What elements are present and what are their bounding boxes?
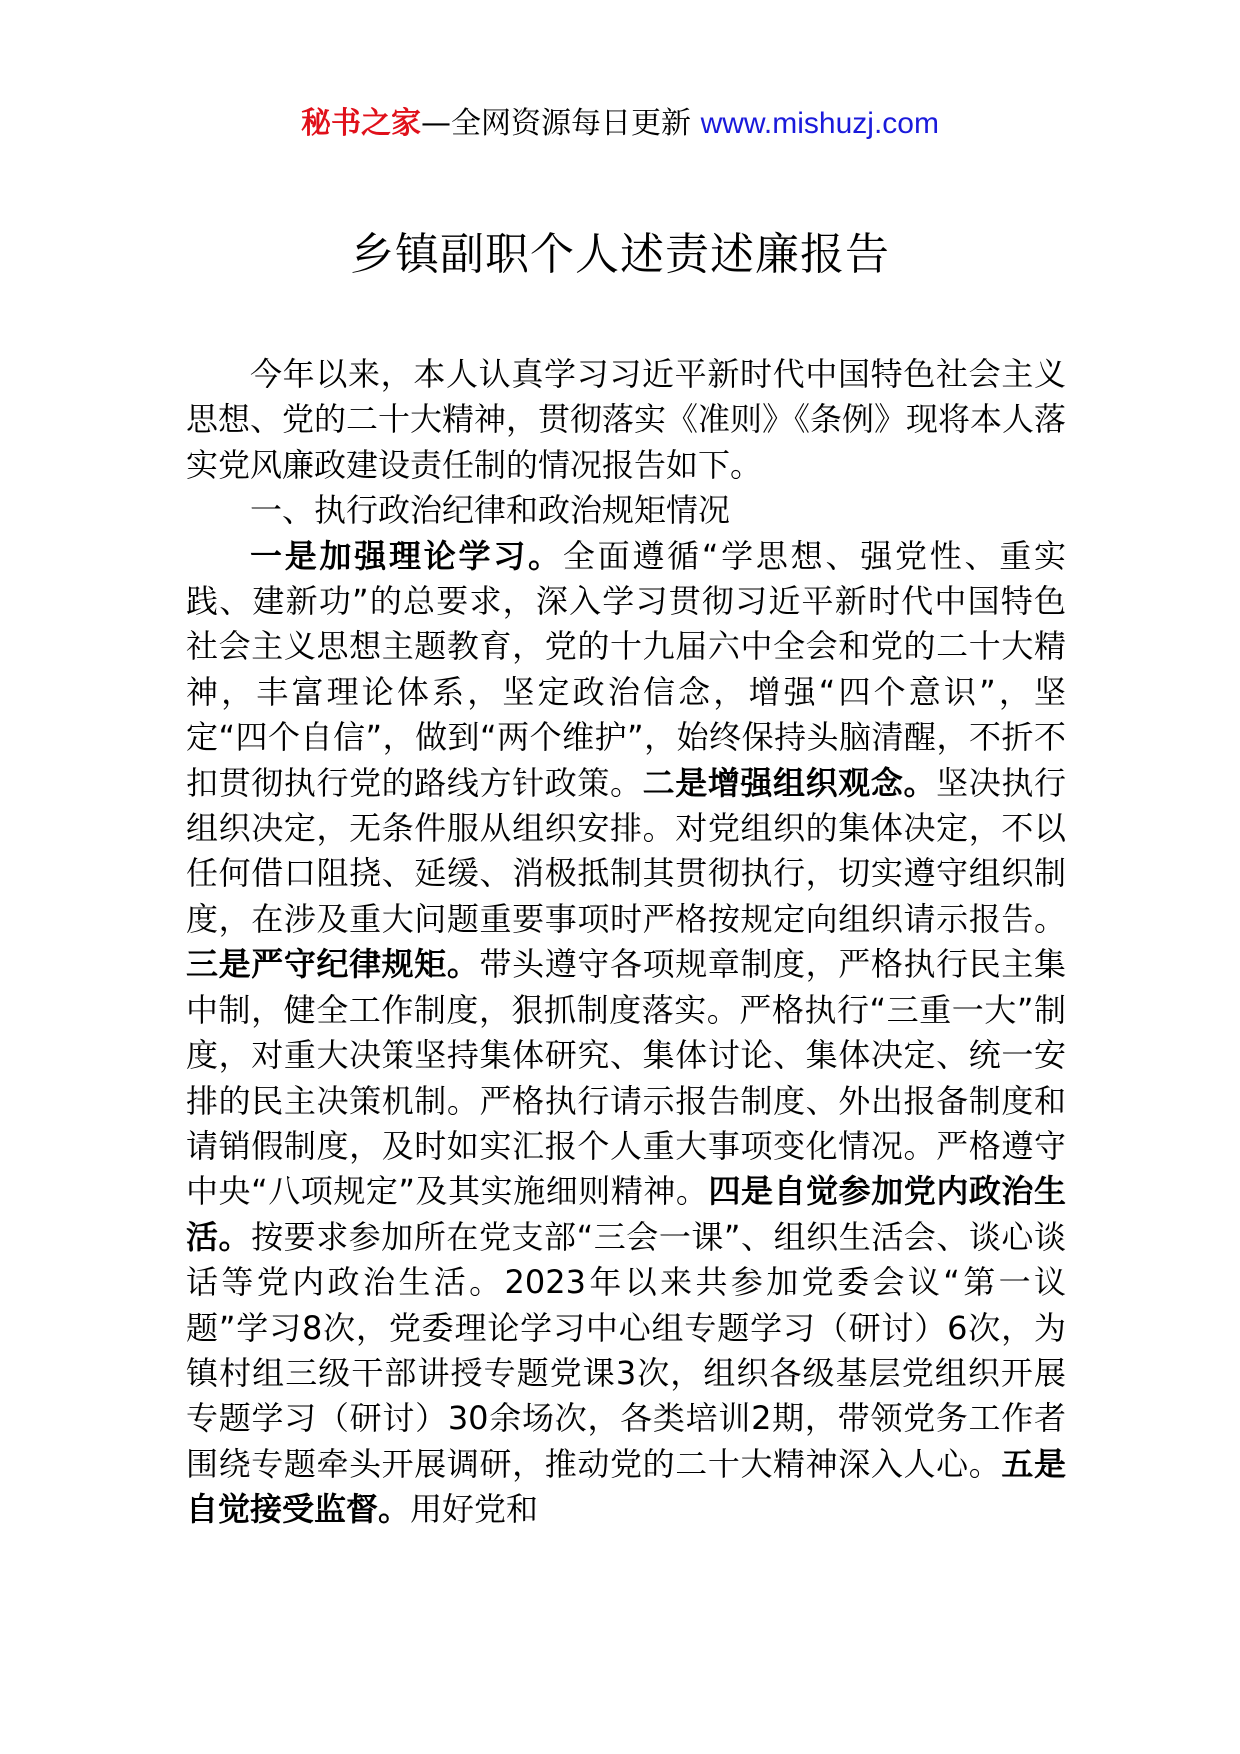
point-1-text: 全面遵循“学思想、强党性、重实践、建新功”的总要求，深入学习贯彻习近平新时代中国特色社会主义思想主题教育，党的十九届六中全会和党的二十大精神，丰富理论体系，坚定政治信念，增强“四个意识”，坚定“四个自信”，做到“两个维护”，始终保持头脑清醒，不折不扣贯彻执行党的路线方针政策。 xyxy=(186,536,1066,802)
brand-name: 秘书之家 xyxy=(301,106,422,141)
point-2-lead: 二是增强组织观念。 xyxy=(642,763,937,802)
banner-url-link[interactable]: www.mishuzj.com xyxy=(700,107,939,140)
site-banner xyxy=(0,102,1240,146)
point-4-text: 按要求参加所在党支部“三会一课”、组织生活会、谈心谈话等党内政治生活。2023年以来共参加党委会议“第一议题”学习8次，党委理论学习中心组专题学习（研讨）6次，为镇村组三级干部讲授专题党课3次，组织各级基层党组织开展专题学习（研讨）30余场次，各类培训2期，带领党务工作者围绕专题牵头开展调研，推动党的二十大精神深入人心。 xyxy=(186,1217,1066,1483)
intro-paragraph: 今年以来，本人认真学习习近平新时代中国特色社会主义思想、党的二十大精神，贯彻落实《准则》《条例》现将本人落实党风廉政建设责任制的情况报告如下。 xyxy=(186,355,1067,484)
point-5-lead: 五是自觉接受监督。 xyxy=(186,1444,1066,1529)
document-body xyxy=(186,352,1066,1533)
document-title: 乡镇副职个人述责述廉报告 xyxy=(350,229,890,280)
section-paragraph xyxy=(186,534,1066,1533)
banner-slogan: —全网资源每日更新 xyxy=(421,106,701,141)
point-1-lead: 一是加强理论学习。 xyxy=(250,536,563,575)
point-5-text: 用好党和 xyxy=(410,1490,539,1529)
point-4-lead: 四是自觉参加党内政治生活。 xyxy=(186,1172,1066,1256)
point-2-text: 坚决执行组织决定，无条件服从组织安排。对党组织的集体决定，不以任何借口阻挠、延缓、消极抵制其贯彻执行，切实遵守组织制度，在涉及重大问题重要事项时严格按规定向组织请示报告。 xyxy=(186,763,1066,938)
point-3-text: 带头遵守各项规章制度，严格执行民主集中制，健全工作制度，狠抓制度落实。严格执行“三重一大”制度，对重大决策坚持集体研究、集体讨论、集体决定、统一安排的民主决策机制。严格执行请示报告制度、外出报备制度和请销假制度，及时如实汇报个人重大事项变化情况。严格遵守中央“八项规定”及其实施细则精神。 xyxy=(186,945,1066,1211)
point-3-lead: 三是严守纪律规矩。 xyxy=(186,945,480,984)
section-heading: 一、执行政治纪律和政治规矩情况 xyxy=(250,491,731,530)
